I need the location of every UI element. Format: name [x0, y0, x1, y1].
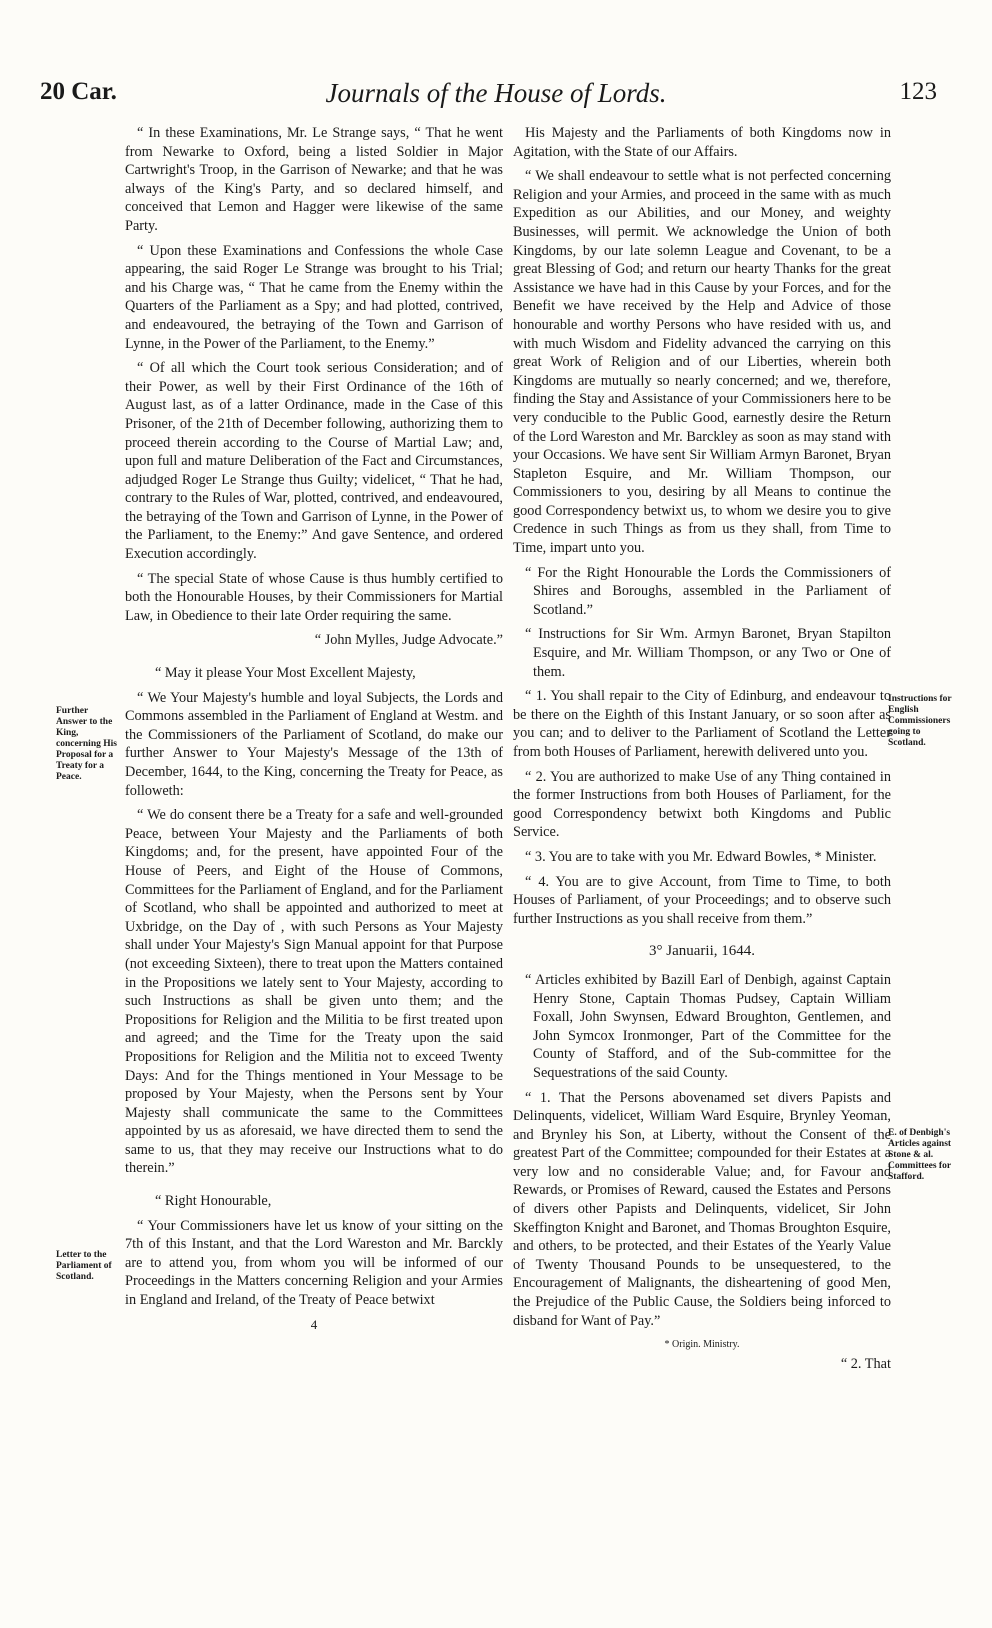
left-column	[125, 124, 503, 1334]
letter-address: “ For the Right Honourable the Lords the Commissioners of Shires and Boroughs, assembled in the Parliament of Scotland.”	[525, 564, 891, 618]
catchword: “ 2. That	[840, 1355, 891, 1372]
page-header	[0, 78, 992, 118]
paragraph: “ We do consent there be a Treaty for a safe and well-grounded Peace, between Your Majesty and the Parliaments of both Kingdoms; and, for the present, have appointed Four of the House of Peers, and Eight of the House of Commons, Committees for the Parliament of England, and for the Parliament of Scotland, who shall be appointed and authorized to meet at Uxbridge, on the Day of , with such Persons as Your Majesty shall under Your Majesty's Sign Manual appoint for that Purpose (not exceeding Sixteen), there to treat upon the Matters contained in the Propositions we lately sent to Your Majesty, according to such Instructions as shall be given unto them; and the Propositions for Religion and the Militia to be first treated upon and agreed; and the Time for the Treaty upon the said Propositions for Religion and the Militia not to exceed Twenty Days: And for the Things mentioned in Your Message to be proposed by Your Majesty, when the Persons sent by Your Majesty shall communicate the same to the Committees appointed by us as aforesaid, we have directed them to send the same to us, that they may receive our Instructions what to do therein.”	[125, 807, 503, 1177]
margin-note-further-answer: Further Answer to the King, concerning His Proposal for a Treaty for a Peace.	[56, 706, 117, 782]
margin-note-letter-scotland: Letter to the Parliament of Scotland.	[56, 1250, 112, 1282]
signature: “ John Mylles, Judge Advocate.”	[314, 632, 503, 649]
paragraph: “ 1. You shall repair to the City of Edinburg, and endeavour to be there on the Eighth of this Instant January, or so soon after as you can; and to deliver to the Parliament of Scotland the Letter from both Houses of Parliament, herewith delivered unto you.	[513, 688, 891, 760]
paragraph: “ 4. You are to give Account, from Time to Time, to both Houses of Parliament, of your Proceedings; and to observe such further Instructions as you shall receive from them.”	[513, 873, 891, 927]
paragraph: “ 1. That the Persons abovenamed set divers Papists and Delinquents, videlicet, William Ward Esquire, Brynley Yeoman, and Brynley his Son, at Liberty, without the Consent of the greatest Part of the Committee; compounded for their Estates at a very low and no considerable Value; and, for Favour and Rewards, or Promises of Reward, caused the Estates and Persons of divers other Papists and Delinquents, videlicet, Sir John Skeffington Knight and Baronet, and Thomas Broughton Esquire, and others, to be protected, and their Estates of the Yearly Value of Twenty Thousand Pounds to be unsequestered, to the Encouragement of Malignants, the disheartening of good Men, the Prejudice of the Public Cause, the Soldiers being inforced to disband for Want of Pay.”	[513, 1089, 891, 1329]
paragraph: “ We shall endeavour to settle what is not perfected concerning Religion and your Armies, and proceed in the same with as much Expedition as our Abilities, and our Money, and weighty Businesses, will permit. We acknowledge the Union of both Kingdoms, by our late solemn League and Covenant, to be a great Blessing of God; and return our hearty Thanks for the great Assistance we have had in this Cause by your Forces, and for the Benefit we have received by the Help and Advice of those honourable and worthy Persons who have resided with us, and with much Wisdom and Fidelity advanced the carrying on this great Work of Religion and of our Liberties, wherein both Kingdoms are mutually so nearly concerned; and we, therefore, finding the Stay and Assistance of your Commissioners here to be very conducible to the Public Good, earnestly desire the Return of the Lord Wareston and Mr. Barckley as soon as may stand with your Occasions. We have sent Sir William Armyn Baronet, Bryan Stapleton Esquire, and Mr. William Thompson, our Commissioners to you, desiring by all Means to continue the good Correspondency betwixt us, to whom we desire you to give Credence in such Things as from us they shall, from Time to Time, impart unto you.	[513, 168, 891, 557]
paragraph: “ Upon these Examinations and Confessions the whole Case appearing, the said Roger Le Strange was brought to his Trial; and his Charge was, “ That he came from the Enemy within the Quarters of the Parliament as a Spy; and had plotted, contrived, and endeavoured, the betraying of the Town and Garrison of Lynne, in the Power of the Parliament, to the Enemy.”	[125, 242, 503, 352]
journal-title: Journals of the House of Lords.	[325, 78, 667, 108]
petition-salutation: “ May it please Your Most Excellent Majesty,	[155, 665, 416, 682]
paragraph: “ Your Commissioners have let us know of your sitting on the 7th of this Instant, and that the Lord Wareston and Mr. Barckly are to attend you, from whom you will be informed of our Proceedings in the Matters concerning Religion and your Armies in England and Ireland, of the Treaty of Peace betwixt	[125, 1217, 503, 1309]
regnal-year: 20 Car.	[40, 78, 117, 105]
paragraph: His Majesty and the Parliaments of both Kingdoms now in Agitation, with the State of our Affairs.	[513, 125, 891, 160]
signature-mark: 4	[310, 1316, 318, 1332]
paragraph: “ 2. You are authorized to make Use of any Thing contained in the former Instructions from both Houses of Parliament, for the good Correspondency betwixt both Kingdoms and Public Service.	[513, 768, 891, 841]
instructions-title: “ Instructions for Sir Wm. Armyn Baronet, Bryan Stapilton Esquire, and Mr. William Thompson, or any Two or One of them.	[525, 626, 891, 680]
paragraph: “ The special State of whose Cause is thus humbly certified to both the Honourable Houses, by their Commissioners for Martial Law, in Obedience to their late Order requiring the same.	[125, 570, 503, 624]
paragraph: “ 3. You are to take with you Mr. Edward Bowles, * Minister.	[525, 848, 877, 865]
date-heading: 3° Januarii, 1644.	[649, 943, 755, 960]
articles-title: “ Articles exhibited by Bazill Earl of Denbigh, against Captain Henry Stone, Captain Thomas Pudsey, Captain William Foxall, John Swynsen, Edward Broughton, Gentlemen, and John Symcox Ironmonger, Part of the Committee for the County of Stafford, and of the Sub-committee for the Sequestrations of the said County.	[525, 971, 891, 1081]
letter-salutation: “ Right Honourable,	[155, 1193, 272, 1210]
right-column	[513, 124, 891, 1373]
footnote: * Origin. Ministry.	[664, 1339, 740, 1351]
paragraph: “ In these Examinations, Mr. Le Strange says, “ That he went from Newarke to Oxford, being a listed Soldier in Major Cartwright's Troop, in the Garrison of Newarke; and that he was always of the King's Party, and so declared himself, and conceived that Lemon and Hagger were likewise of the same Party.	[125, 125, 503, 234]
page-number: 123	[899, 78, 937, 105]
margin-note-instructions: Instructions for English Commissioners going to Scotland.	[888, 694, 952, 748]
paragraph: “ We Your Majesty's humble and loyal Subjects, the Lords and Commons assembled in the Parliament of England at Westm. and the Commissioners of the Parliament of Scotland, do make our further Answer to Your Majesty's Message of the 13th of December, 1644, to the King, concerning the Treaty for Peace, as followeth:	[125, 689, 503, 799]
paragraph: “ Of all which the Court took serious Consideration; and of their Power, as well by their First Ordinance of the 16th of August last, as of a latter Ordinance, made in the Case of this Prisoner, of the 21th of December following, authorizing them to proceed therein according to the Course of Martial Law; and, upon full and mature Deliberation of the Fact and Circumstances, adjudged Roger Le Strange thus Guilty; videlicet, “ That he had, contrary to the Rules of War, plotted, contrived, and endeavoured, the betraying of the Town and Garrison of Lynne, in the Power of the Parliament, to the Enemy:” And gave Sentence, and ordered Execution accordingly.	[125, 360, 503, 563]
margin-note-denbigh: E. of Denbigh's Articles against Stone & al. Committees for Stafford.	[888, 1128, 952, 1182]
